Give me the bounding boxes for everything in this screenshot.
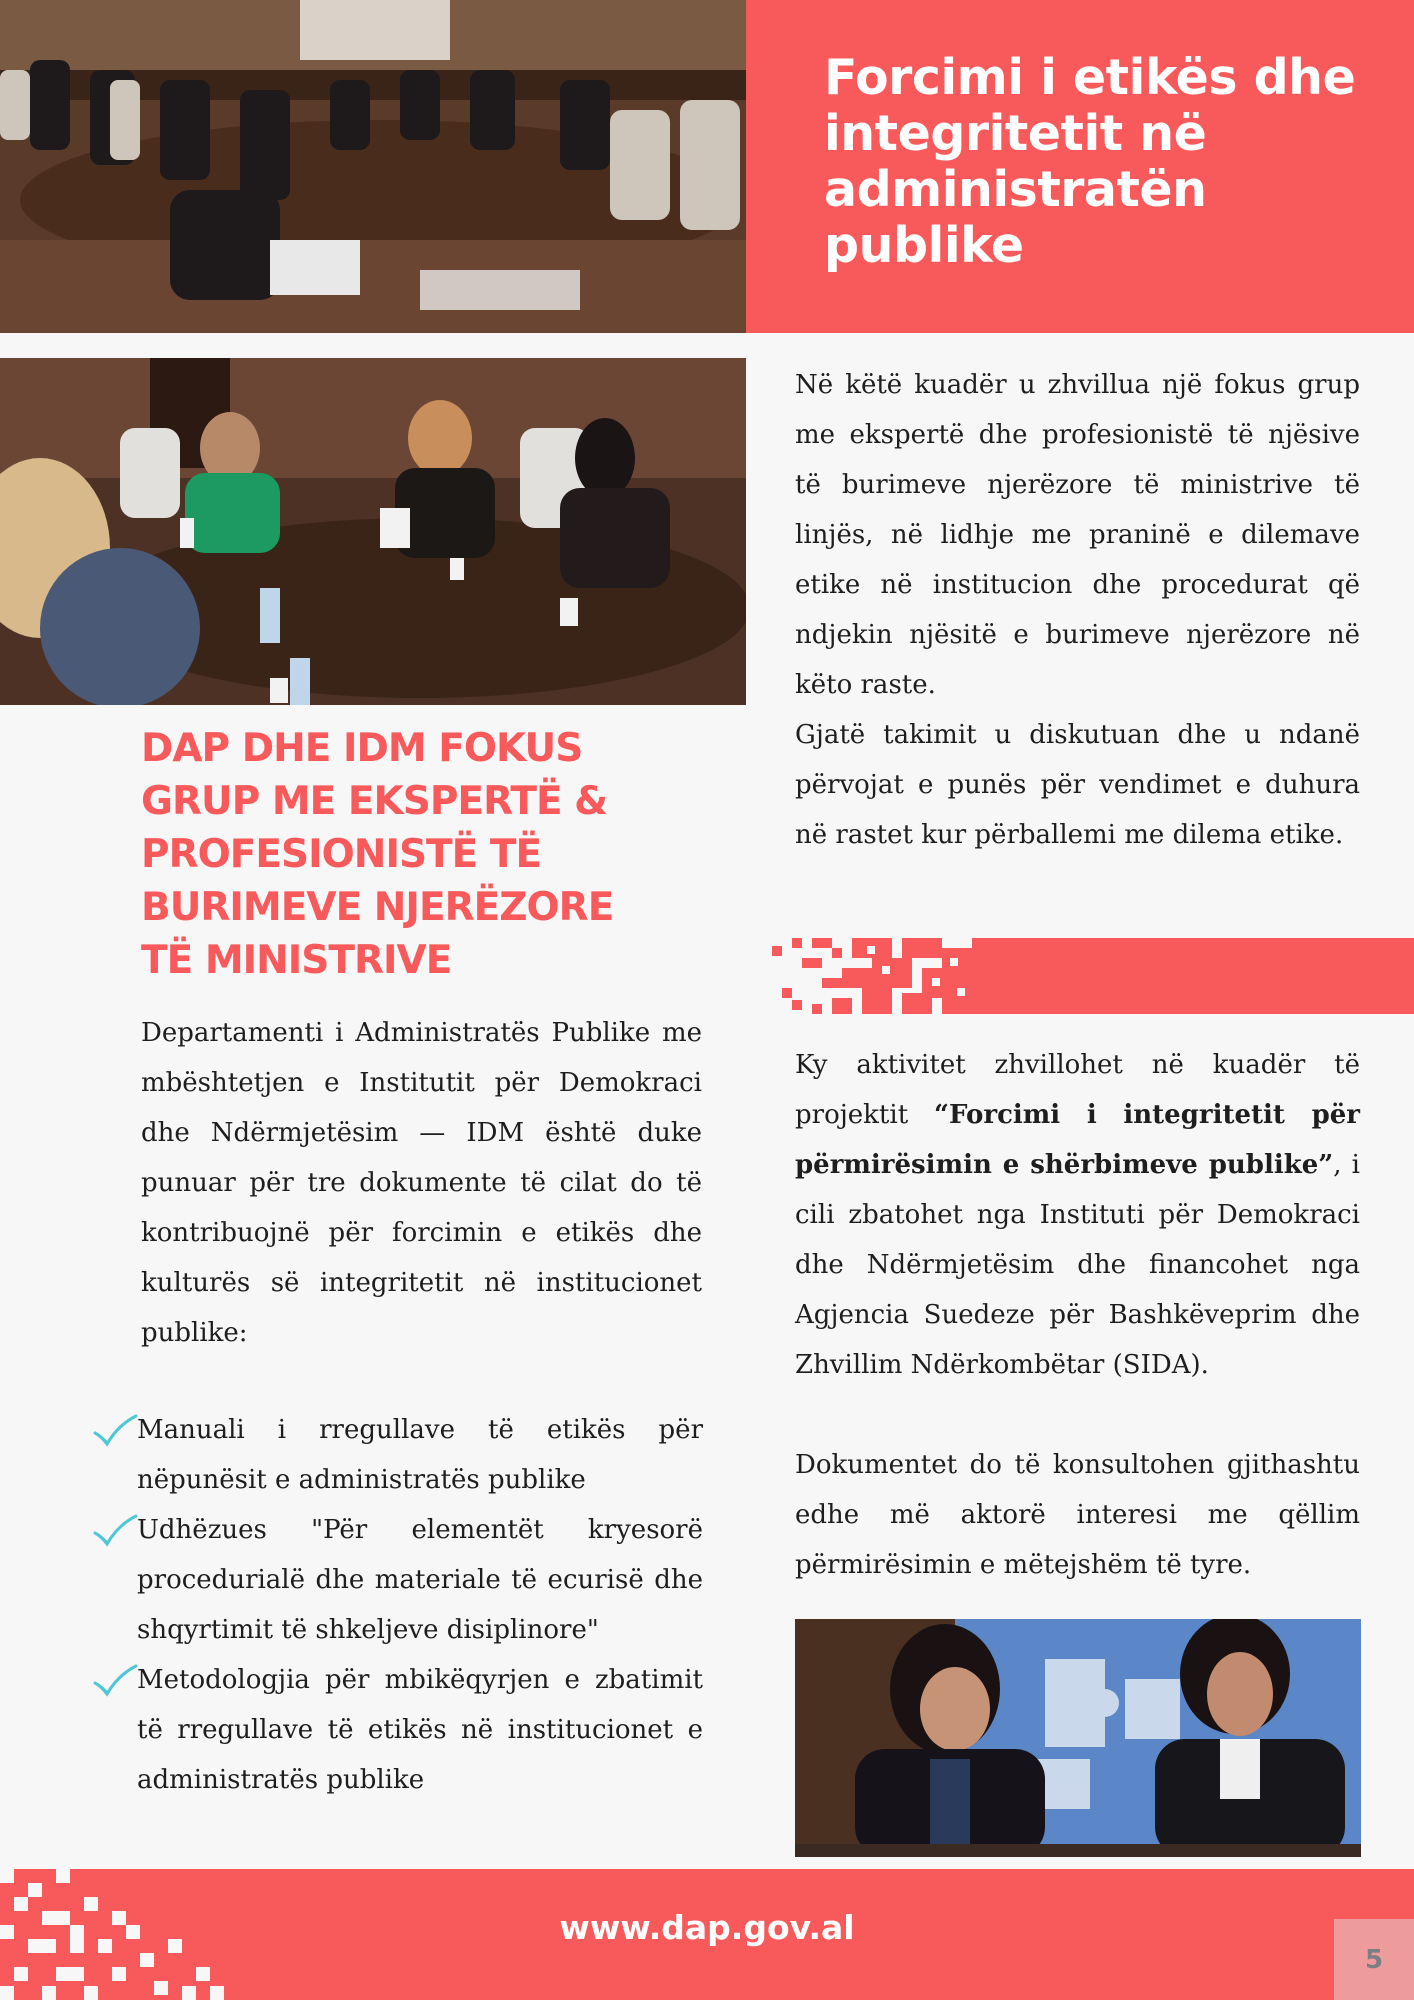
section-heading: DAP DHE IDM FOKUS GRUP ME EKSPERTË & PROFESIONISTË TË BURIMEVE NJERËZORE TË MINISTRIVE bbox=[141, 726, 614, 983]
project-paragraph bbox=[795, 1040, 1360, 1390]
check-icon bbox=[92, 1663, 138, 1697]
participants-photo bbox=[795, 1619, 1361, 1857]
list-item bbox=[92, 1505, 703, 1655]
consultation-paragraph: Dokumentet do të konsultohen gjithashtu edhe më aktorë interesi me qëllim përmirësimin e mëtejshëm të tyre. bbox=[795, 1450, 1360, 1580]
website-link[interactable]: www.dap.gov.al bbox=[559, 1908, 855, 1947]
check-icon bbox=[92, 1413, 138, 1447]
list-item-text: Udhëzues "Për elementët kryesorë procedurialë dhe materiale të ecurisë dhe shqyrtimit të shkeljeve disiplinore" bbox=[137, 1515, 703, 1645]
list-item-text: Manuali i rregullave të etikës për nëpunësit e administratës publike bbox=[137, 1415, 703, 1495]
decorative-pixel-pattern bbox=[0, 1869, 250, 2000]
focus-group-text: Në këtë kuadër u zhvillua një fokus grup me ekspertë dhe profesionistë të njësive të burimeve njerëzore të ministrive të linjës, në lidhje me praninë e dilemave etike në institucion dhe procedurat që ndjekin njësitë e burimeve njerëzore në këto raste. bbox=[795, 370, 1360, 700]
project-suffix: , i cili zbatohet nga Instituti për Demokraci dhe Ndërmjetësim dhe financohet nga Agjencia Suedeze për Bashkëveprim dhe Zhvillim Ndërkombëtar (SIDA). bbox=[795, 1150, 1360, 1380]
check-icon bbox=[92, 1513, 138, 1547]
discussion-text: Gjatë takimit u diskutuan dhe u ndanë përvojat e punës për vendimet e duhura në rastet kur përballemi me dilema etike. bbox=[795, 720, 1360, 850]
project-name: “Forcimi i integritetit për përmirësimin e shërbimeve publike” bbox=[795, 1100, 1360, 1180]
documents-list bbox=[92, 1405, 703, 1805]
focus-group-paragraph bbox=[795, 360, 1360, 860]
page-number: 5 bbox=[1334, 1919, 1414, 2000]
list-item-text: Metodologjia për mbikëqyrjen e zbatimit të rregullave të etikës në institucionet e administratës publike bbox=[137, 1665, 703, 1795]
decorative-pixel-band bbox=[772, 938, 1414, 1014]
focus-group-photo bbox=[0, 358, 746, 705]
meeting-room-photo bbox=[0, 0, 746, 333]
list-item bbox=[92, 1405, 703, 1505]
intro-paragraph: Departamenti i Administratës Publike me mbështetjen e Institutit për Demokraci dhe Ndërmjetësim — IDM është duke punuar për tre dokumente të cilat do të kontribuojnë për forcimin e etikës dhe kulturës së integritetit në institucionet publike: bbox=[141, 1018, 702, 1348]
page-title: Forcimi i etikës dhe integritetit në administratën publike bbox=[824, 49, 1356, 274]
list-item bbox=[92, 1655, 703, 1805]
project-prefix: Ky aktivitet zhvillohet në kuadër të projektit bbox=[795, 1050, 1360, 1130]
